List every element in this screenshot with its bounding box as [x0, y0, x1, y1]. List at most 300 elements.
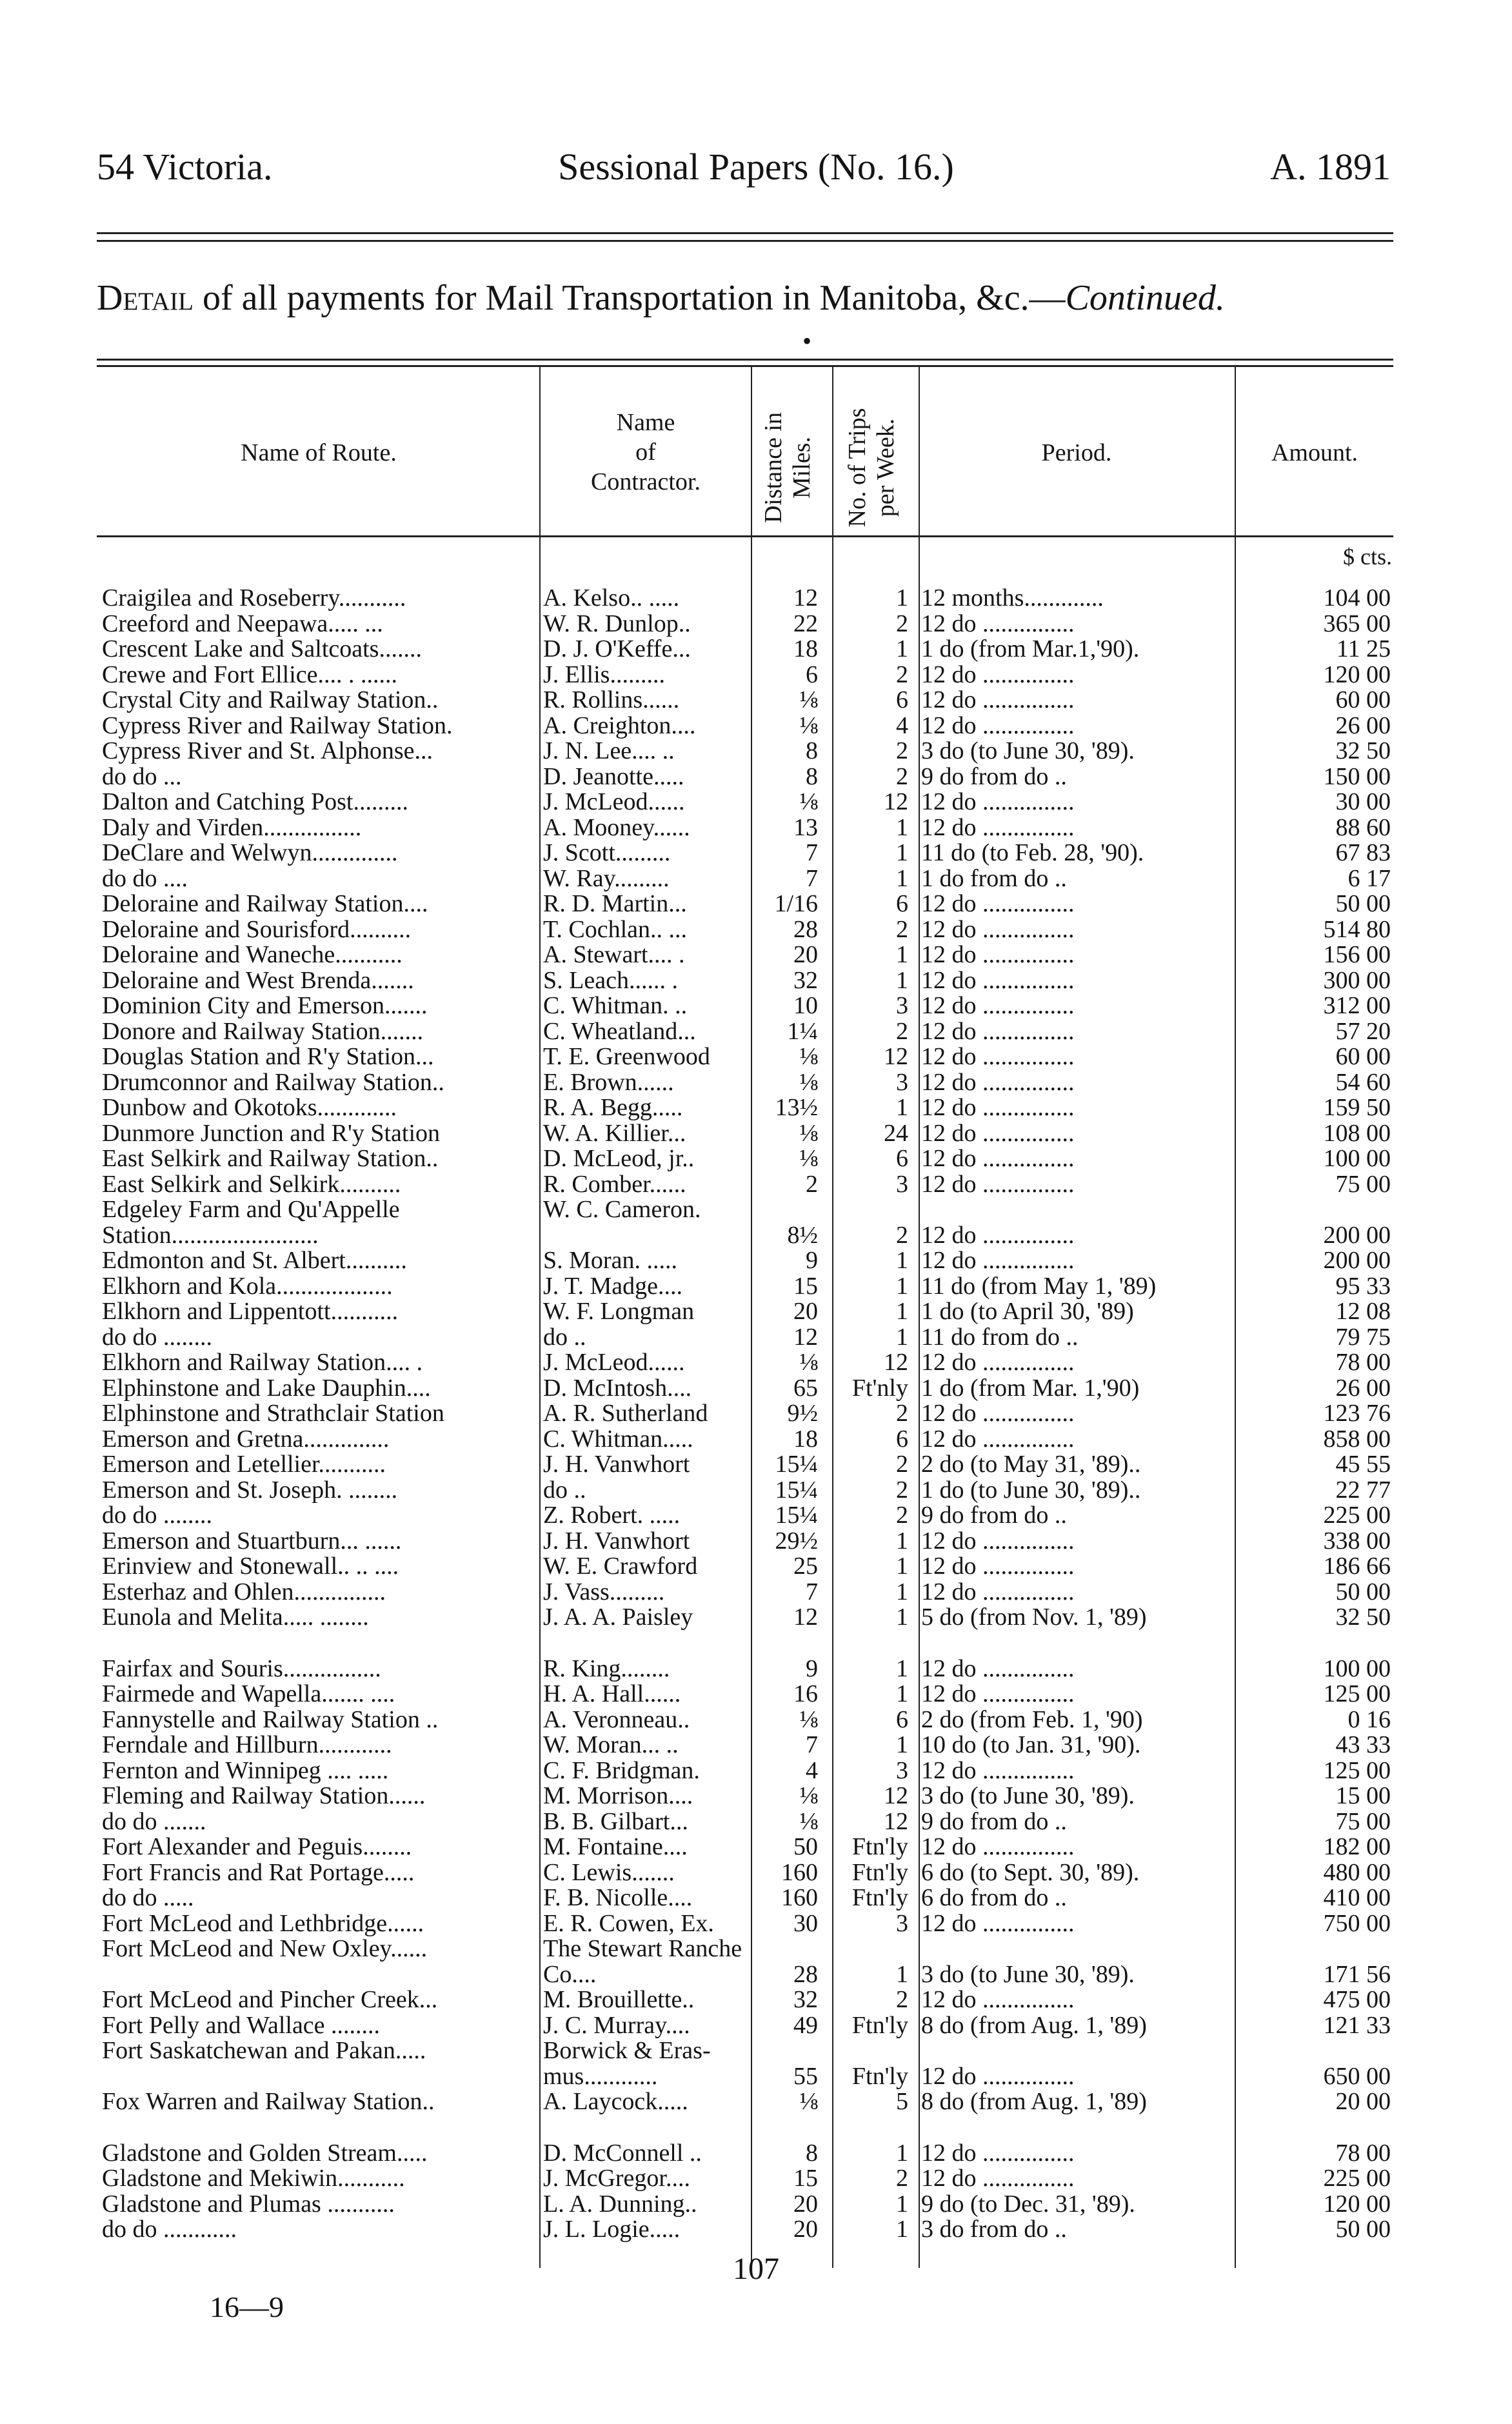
table-row: [0, 662, 1512, 688]
contractor-cell: J. Ellis.........: [543, 662, 665, 688]
trips-cell: 2: [896, 2166, 908, 2192]
amount-cell: 650 00: [1323, 2063, 1391, 2089]
distance-cell: ⅛: [799, 1044, 818, 1070]
distance-cell: ⅛: [799, 2089, 818, 2115]
contractor-cell: J. Scott.........: [543, 840, 671, 866]
trips-cell: 1: [896, 1248, 908, 1274]
amount-cell: 60 00: [1335, 1044, 1391, 1070]
period-cell: 11 do (from May 1, '89): [921, 1273, 1157, 1299]
distance-cell: 15¼: [775, 1452, 818, 1478]
amount-cell: 32 50: [1335, 1605, 1391, 1631]
table-row: [0, 1350, 1512, 1376]
contractor-cell: R. King........: [543, 1656, 670, 1682]
route-cell: do do ............: [102, 2217, 237, 2243]
trips-cell: 3: [896, 1758, 908, 1783]
period-cell: 8 do (from Aug. 1, '89): [921, 2089, 1147, 2115]
table-row: [0, 1860, 1512, 1886]
table-row: [0, 1044, 1512, 1070]
page-number: 107: [733, 2252, 779, 2286]
table-row: [0, 2089, 1512, 2115]
distance-cell: ⅛: [799, 1350, 818, 1376]
trips-cell: 12: [884, 790, 908, 815]
amount-cell: 0 16: [1348, 1707, 1391, 1733]
route-cell: Fort Alexander and Peguis........: [102, 1834, 412, 1860]
contractor-cell: D. McConnell ..: [543, 2140, 702, 2166]
contractor-cell: M. Brouillette..: [543, 1987, 695, 2013]
trips-cell: 1: [896, 2191, 908, 2217]
period-cell: 12 do ...............: [921, 1758, 1075, 1783]
route-cell: do do .......: [102, 1809, 206, 1834]
table-row: [0, 917, 1512, 943]
route-cell: Gladstone and Plumas ...........: [102, 2191, 395, 2217]
amount-cell: 225 00: [1323, 1503, 1391, 1529]
table-row: [0, 764, 1512, 790]
route-cell: Emerson and Stuartburn... ......: [102, 1528, 402, 1554]
contractor-cell: do ..: [543, 1324, 586, 1350]
contractor-cell: J. N. Lee.... ..: [543, 739, 675, 764]
trips-cell: Ftn'ly: [851, 1860, 908, 1885]
distance-cell: 50: [793, 1834, 818, 1860]
contractor-cell: E. Brown......: [543, 1069, 674, 1095]
period-cell: 11 do (to Feb. 28, '90).: [921, 840, 1144, 866]
distance-cell: 8: [806, 2140, 818, 2166]
period-cell: 12 do ...............: [921, 968, 1075, 993]
contractor-cell: A. Stewart.... .: [543, 942, 685, 968]
amount-cell: 120 00: [1323, 2191, 1391, 2217]
route-cell: Drumconnor and Railway Station..: [102, 1069, 444, 1095]
table-row: [0, 1580, 1512, 1605]
column-header-contractor: Name of Contractor.: [591, 409, 701, 495]
amount-cell: 100 00: [1323, 1146, 1391, 1172]
route-cell: Dunbow and Okotoks.............: [102, 1095, 397, 1121]
contractor-cell: E. R. Cowen, Ex.: [543, 1911, 714, 1936]
table-row: [0, 1885, 1512, 1911]
trips-cell: 2: [896, 1018, 908, 1044]
period-cell: 12 do ...............: [921, 1682, 1075, 1707]
period-cell: 12 do ...............: [921, 1018, 1075, 1044]
period-cell: 12 do ...............: [921, 917, 1075, 942]
contractor-cell: A. Veronneau..: [543, 1707, 690, 1733]
amount-cell: 150 00: [1323, 764, 1391, 790]
footer-reference: 16—9: [210, 2290, 284, 2323]
table-row: [0, 739, 1512, 764]
table-row: [0, 688, 1512, 713]
contractor-cell: D. J. O'Keffe...: [543, 637, 691, 662]
amount-cell: 186 66: [1323, 1554, 1391, 1580]
amount-units: $ cts.: [1343, 544, 1392, 570]
distance-cell: ⅛: [799, 1069, 818, 1095]
trips-cell: 1: [896, 1324, 908, 1350]
trips-cell: 2: [896, 1401, 908, 1427]
payment-table-body: [0, 586, 1512, 2243]
trips-cell: 4: [896, 713, 908, 739]
period-cell: 12 do ...............: [921, 1987, 1075, 2013]
route-cell: Fort Saskatchewan and Pakan.....: [102, 2038, 426, 2064]
amount-cell: 30 00: [1335, 790, 1391, 815]
period-cell: 12 do ...............: [921, 1426, 1075, 1452]
distance-cell: 49: [793, 2012, 818, 2038]
table-row: [0, 1248, 1512, 1274]
contractor-cell: B. B. Gilbart...: [543, 1809, 688, 1834]
amount-cell: 104 00: [1323, 586, 1391, 611]
amount-cell: 121 33: [1323, 2012, 1391, 2038]
route-cell: Emerson and Gretna..............: [102, 1426, 390, 1452]
distance-cell: 18: [793, 637, 818, 662]
trips-cell: 1: [896, 1605, 908, 1631]
table-row: [0, 1299, 1512, 1325]
route-cell: Deloraine and West Brenda.......: [102, 968, 414, 993]
distance-cell: ⅛: [799, 1809, 818, 1834]
distance-cell: 8: [806, 764, 818, 790]
trips-cell: 2: [896, 1987, 908, 2013]
table-rule-top: [97, 359, 1393, 361]
route-cell: Creeford and Neepawa..... ...: [102, 611, 383, 637]
contractor-cell: T. E. Greenwood: [543, 1044, 710, 1070]
route-cell: do do .....: [102, 1885, 194, 1911]
period-cell: 1 do (to April 30, '89): [921, 1299, 1134, 1325]
table-row: [0, 1605, 1512, 1631]
distance-cell: ⅛: [799, 1783, 818, 1809]
period-cell: 12 months.............: [921, 586, 1104, 611]
table-row: [0, 1911, 1512, 1937]
distance-cell: 6: [806, 662, 818, 688]
trips-cell: 1: [896, 2217, 908, 2243]
amount-cell: 338 00: [1323, 1528, 1391, 1554]
table-row: [0, 1197, 1512, 1248]
trips-cell: 12: [884, 1809, 908, 1834]
distance-cell: 20: [793, 2217, 818, 2243]
period-cell: 12 do ...............: [921, 942, 1075, 968]
period-cell: 12 do ...............: [921, 662, 1075, 688]
trips-cell: 6: [896, 1707, 908, 1733]
route-cell: Edgeley Farm and Qu'Appelle Station........................: [102, 1197, 400, 1248]
table-row: [0, 891, 1512, 917]
contractor-cell: C. Whitman.....: [543, 1426, 693, 1452]
contractor-cell: C. Lewis.......: [543, 1860, 675, 1885]
trips-cell: Ftn'ly: [851, 1885, 908, 1911]
distance-cell: 15: [793, 1273, 818, 1299]
table-row: [0, 1095, 1512, 1121]
trips-cell: 2: [896, 1222, 908, 1248]
distance-cell: 7: [806, 1579, 818, 1605]
period-cell: 1 do (to June 30, '89)..: [921, 1477, 1141, 1503]
route-cell: Gladstone and Mekiwin...........: [102, 2166, 405, 2192]
table-row: [0, 637, 1512, 662]
distance-cell: 12: [793, 1605, 818, 1631]
table-row: [0, 1554, 1512, 1580]
header-year: A. 1891: [1270, 146, 1391, 188]
trips-cell: 2: [896, 739, 908, 764]
trips-cell: 2: [896, 1452, 908, 1478]
period-cell: 12 do ...............: [921, 1579, 1075, 1605]
route-cell: Fairfax and Souris................: [102, 1656, 381, 1682]
table-row: [0, 1401, 1512, 1427]
distance-cell: 1¼: [787, 1018, 818, 1044]
trips-cell: 1: [896, 1554, 908, 1580]
distance-cell: 8½: [787, 1222, 818, 1248]
period-cell: 12 do ...............: [921, 2140, 1075, 2166]
route-cell: do do ...: [102, 764, 182, 790]
table-row: [0, 2038, 1512, 2089]
route-cell: Emerson and Letellier...........: [102, 1452, 386, 1478]
route-cell: do do ........: [102, 1503, 212, 1529]
trips-cell: 1: [896, 1299, 908, 1325]
header-publication: Sessional Papers (No. 16.): [558, 146, 954, 188]
amount-cell: 43 33: [1335, 1733, 1391, 1758]
distance-cell: 20: [793, 2191, 818, 2217]
amount-cell: 182 00: [1323, 1834, 1391, 1860]
route-cell: Dalton and Catching Post.........: [102, 790, 408, 815]
contractor-cell: J. McGregor....: [543, 2166, 690, 2192]
period-cell: 12 do ...............: [921, 1120, 1075, 1146]
trips-cell: 2: [896, 1477, 908, 1503]
distance-cell: 13½: [775, 1095, 818, 1121]
trips-cell: 1: [896, 968, 908, 993]
period-cell: 12 do ...............: [921, 790, 1075, 815]
period-cell: 12 do ...............: [921, 891, 1075, 917]
period-cell: 11 do from do ..: [921, 1324, 1079, 1350]
distance-cell: 12: [793, 1324, 818, 1350]
table-row: [0, 1529, 1512, 1555]
contractor-cell: T. Cochlan.. ...: [543, 917, 688, 942]
amount-cell: 88 60: [1335, 815, 1391, 840]
trips-cell: 12: [884, 1783, 908, 1809]
contractor-cell: W. A. Killier...: [543, 1120, 686, 1146]
period-cell: 5 do (from Nov. 1, '89): [921, 1605, 1147, 1631]
trips-cell: 6: [896, 1146, 908, 1172]
amount-cell: 156 00: [1323, 942, 1391, 968]
distance-cell: 10: [793, 993, 818, 1019]
period-cell: 12 do ...............: [921, 1528, 1075, 1554]
amount-cell: 50 00: [1335, 1579, 1391, 1605]
period-cell: 9 do (to Dec. 31, '89).: [921, 2191, 1135, 2217]
table-row: [0, 713, 1512, 739]
table-row: [0, 1936, 1512, 1987]
contractor-cell: R. Comber......: [543, 1171, 686, 1197]
distance-cell: 65: [793, 1375, 818, 1401]
period-cell: 2 do (from Feb. 1, '90): [921, 1707, 1143, 1733]
route-cell: Crystal City and Railway Station..: [102, 688, 439, 713]
route-cell: Gladstone and Golden Stream.....: [102, 2140, 428, 2166]
trips-cell: 1: [896, 942, 908, 968]
period-cell: 9 do from do ..: [921, 1503, 1067, 1529]
amount-cell: 6 17: [1348, 866, 1391, 891]
distance-cell: 9: [806, 1248, 818, 1274]
table-row: [0, 2141, 1512, 2167]
trips-cell: 3: [896, 1911, 908, 1936]
period-cell: 12 do ...............: [921, 2063, 1075, 2089]
route-cell: East Selkirk and Selkirk..........: [102, 1171, 401, 1197]
distance-cell: ⅛: [799, 1707, 818, 1733]
amount-cell: 858 00: [1323, 1426, 1391, 1452]
route-cell: Elkhorn and Railway Station.... .: [102, 1350, 423, 1376]
amount-cell: 75 00: [1335, 1171, 1391, 1197]
distance-cell: 30: [793, 1911, 818, 1936]
distance-cell: 7: [806, 1733, 818, 1758]
period-cell: 12 do ...............: [921, 993, 1075, 1019]
contractor-cell: D. McIntosh....: [543, 1375, 692, 1401]
distance-cell: 9½: [787, 1401, 818, 1427]
table-row: [0, 2013, 1512, 2039]
amount-cell: 45 55: [1335, 1452, 1391, 1478]
trips-cell: 1: [896, 586, 908, 611]
table-row: [0, 968, 1512, 994]
route-cell: Elphinstone and Strathclair Station: [102, 1401, 444, 1427]
amount-cell: 75 00: [1335, 1809, 1391, 1834]
amount-cell: 475 00: [1323, 1987, 1391, 2013]
contractor-cell: D. Jeanotte.....: [543, 764, 684, 790]
trips-cell: 1: [896, 866, 908, 891]
trips-cell: 3: [896, 1171, 908, 1197]
contractor-cell: D. McLeod, jr..: [543, 1146, 695, 1172]
table-row: [0, 790, 1512, 815]
trips-cell: 12: [884, 1044, 908, 1070]
contractor-cell: R. A. Begg.....: [543, 1095, 683, 1121]
distance-cell: 15¼: [775, 1503, 818, 1529]
distance-cell: 28: [793, 917, 818, 942]
trips-cell: Ft'nly: [851, 1375, 908, 1401]
contractor-cell: A. Creighton....: [543, 713, 696, 739]
amount-cell: 15 00: [1335, 1783, 1391, 1809]
amount-cell: 312 00: [1323, 993, 1391, 1019]
trips-cell: 3: [896, 1069, 908, 1095]
amount-cell: 108 00: [1323, 1120, 1391, 1146]
period-cell: 3 do (to June 30, '89).: [921, 1783, 1135, 1809]
amount-cell: 200 00: [1323, 1222, 1391, 1248]
distance-cell: 13: [793, 815, 818, 840]
distance-cell: 25: [793, 1554, 818, 1580]
route-cell: Elkhorn and Lippentott...........: [102, 1299, 399, 1325]
contractor-cell: A. Mooney......: [543, 815, 690, 840]
contractor-cell: W. Ray.........: [543, 866, 670, 891]
trips-cell: 1: [896, 637, 908, 662]
amount-cell: 50 00: [1335, 891, 1391, 917]
route-cell: Cypress River and St. Alphonse...: [102, 739, 433, 764]
route-cell: DeClare and Welwyn..............: [102, 840, 398, 866]
contractor-cell: J. H. Vanwhort: [543, 1528, 690, 1554]
route-cell: Dunmore Junction and R'y Station: [102, 1120, 441, 1146]
table-row: [0, 993, 1512, 1019]
contractor-cell: W. E. Crawford: [543, 1554, 698, 1580]
page-title: Detail of all payments for Mail Transportation in Manitoba, &c.—Continued.: [97, 278, 1225, 318]
amount-cell: 200 00: [1323, 1248, 1391, 1274]
contractor-cell: H. A. Hall......: [543, 1682, 681, 1707]
contractor-cell: J. A. A. Paisley: [543, 1605, 693, 1631]
distance-cell: 32: [793, 1987, 818, 2013]
amount-cell: 120 00: [1323, 662, 1391, 688]
trips-cell: 6: [896, 688, 908, 713]
contractor-cell: W. C. Cameron.: [543, 1197, 701, 1223]
distance-cell: 18: [793, 1426, 818, 1452]
distance-cell: 28: [793, 1962, 818, 1987]
period-cell: 8 do (from Aug. 1, '89): [921, 2012, 1147, 2038]
trips-cell: 2: [896, 662, 908, 688]
contractor-cell: J. McLeod......: [543, 1350, 685, 1376]
distance-cell: 15: [793, 2166, 818, 2192]
amount-cell: 410 00: [1323, 1885, 1391, 1911]
distance-cell: 160: [781, 1885, 818, 1911]
contractor-cell: M. Fontaine....: [543, 1834, 688, 1860]
column-header-route: Name of Route.: [241, 439, 397, 466]
route-cell: Donore and Railway Station.......: [102, 1018, 424, 1044]
table-row: [0, 1503, 1512, 1529]
distance-cell: ⅛: [799, 688, 818, 713]
period-cell: 12 do ...............: [921, 815, 1075, 840]
table-row: [0, 1172, 1512, 1198]
route-cell: Elkhorn and Kola...................: [102, 1273, 393, 1299]
table-row: [0, 1146, 1512, 1172]
amount-cell: 67 83: [1335, 840, 1391, 866]
trips-cell: 1: [896, 1528, 908, 1554]
amount-cell: 123 76: [1323, 1401, 1391, 1427]
trips-cell: 24: [884, 1120, 908, 1146]
contractor-cell: W. F. Longman: [543, 1299, 695, 1325]
period-cell: 1 do (from Mar. 1,'90): [921, 1375, 1140, 1401]
table-row: [0, 1274, 1512, 1300]
table-row: [0, 1809, 1512, 1835]
trips-cell: 1: [896, 840, 908, 866]
distance-cell: 32: [793, 968, 818, 993]
period-cell: 12 do ...............: [921, 1656, 1075, 1682]
table-row: [0, 1656, 1512, 1682]
table-row: [0, 866, 1512, 892]
period-cell: 12 do ...............: [921, 611, 1075, 637]
distance-cell: ⅛: [799, 790, 818, 815]
trips-cell: 1: [896, 1682, 908, 1707]
trips-cell: Ftn'ly: [851, 2012, 908, 2038]
amount-cell: 11 25: [1336, 637, 1391, 662]
amount-cell: 78 00: [1335, 1350, 1391, 1376]
amount-cell: 12 08: [1335, 1299, 1391, 1325]
contractor-cell: C. Wheatland...: [543, 1018, 696, 1044]
trips-cell: 2: [896, 764, 908, 790]
route-cell: Douglas Station and R'y Station...: [102, 1044, 434, 1070]
amount-cell: 22 77: [1335, 1477, 1391, 1503]
distance-cell: 20: [793, 1299, 818, 1325]
contractor-cell: do ..: [543, 1477, 586, 1503]
contractor-cell: C. F. Bridgman.: [543, 1758, 700, 1783]
table-row: [0, 1987, 1512, 2013]
period-cell: 3 do from do ..: [921, 2217, 1067, 2243]
route-cell: Crescent Lake and Saltcoats.......: [102, 637, 422, 662]
trips-cell: 3: [896, 993, 908, 1019]
contractor-cell: A. Laycock.....: [543, 2089, 688, 2115]
table-row: [0, 1758, 1512, 1784]
distance-cell: 9: [806, 1656, 818, 1682]
route-cell: Deloraine and Sourisford..........: [102, 917, 412, 942]
table-row: [0, 2217, 1512, 2243]
route-cell: East Selkirk and Railway Station..: [102, 1146, 439, 1172]
table-row: [0, 1427, 1512, 1453]
amount-cell: 20 00: [1335, 2089, 1391, 2115]
amount-cell: 365 00: [1323, 611, 1391, 637]
period-cell: 12 do ...............: [921, 1554, 1075, 1580]
contractor-cell: J. Vass.........: [543, 1579, 665, 1605]
amount-cell: 514 80: [1323, 917, 1391, 942]
amount-cell: 79 75: [1335, 1324, 1391, 1350]
trips-cell: 2: [896, 611, 908, 637]
amount-cell: 50 00: [1335, 2217, 1391, 2243]
trips-cell: 1: [896, 815, 908, 840]
table-rule-top-2: [97, 365, 1393, 367]
period-cell: 12 do ...............: [921, 1171, 1075, 1197]
route-cell: Deloraine and Waneche...........: [102, 942, 403, 968]
period-cell: 12 do ...............: [921, 1248, 1075, 1274]
contractor-cell: J. C. Murray....: [543, 2012, 690, 2038]
amount-cell: 78 00: [1335, 2140, 1391, 2166]
distance-cell: 2: [806, 1171, 818, 1197]
period-cell: 12 do ...............: [921, 713, 1075, 739]
